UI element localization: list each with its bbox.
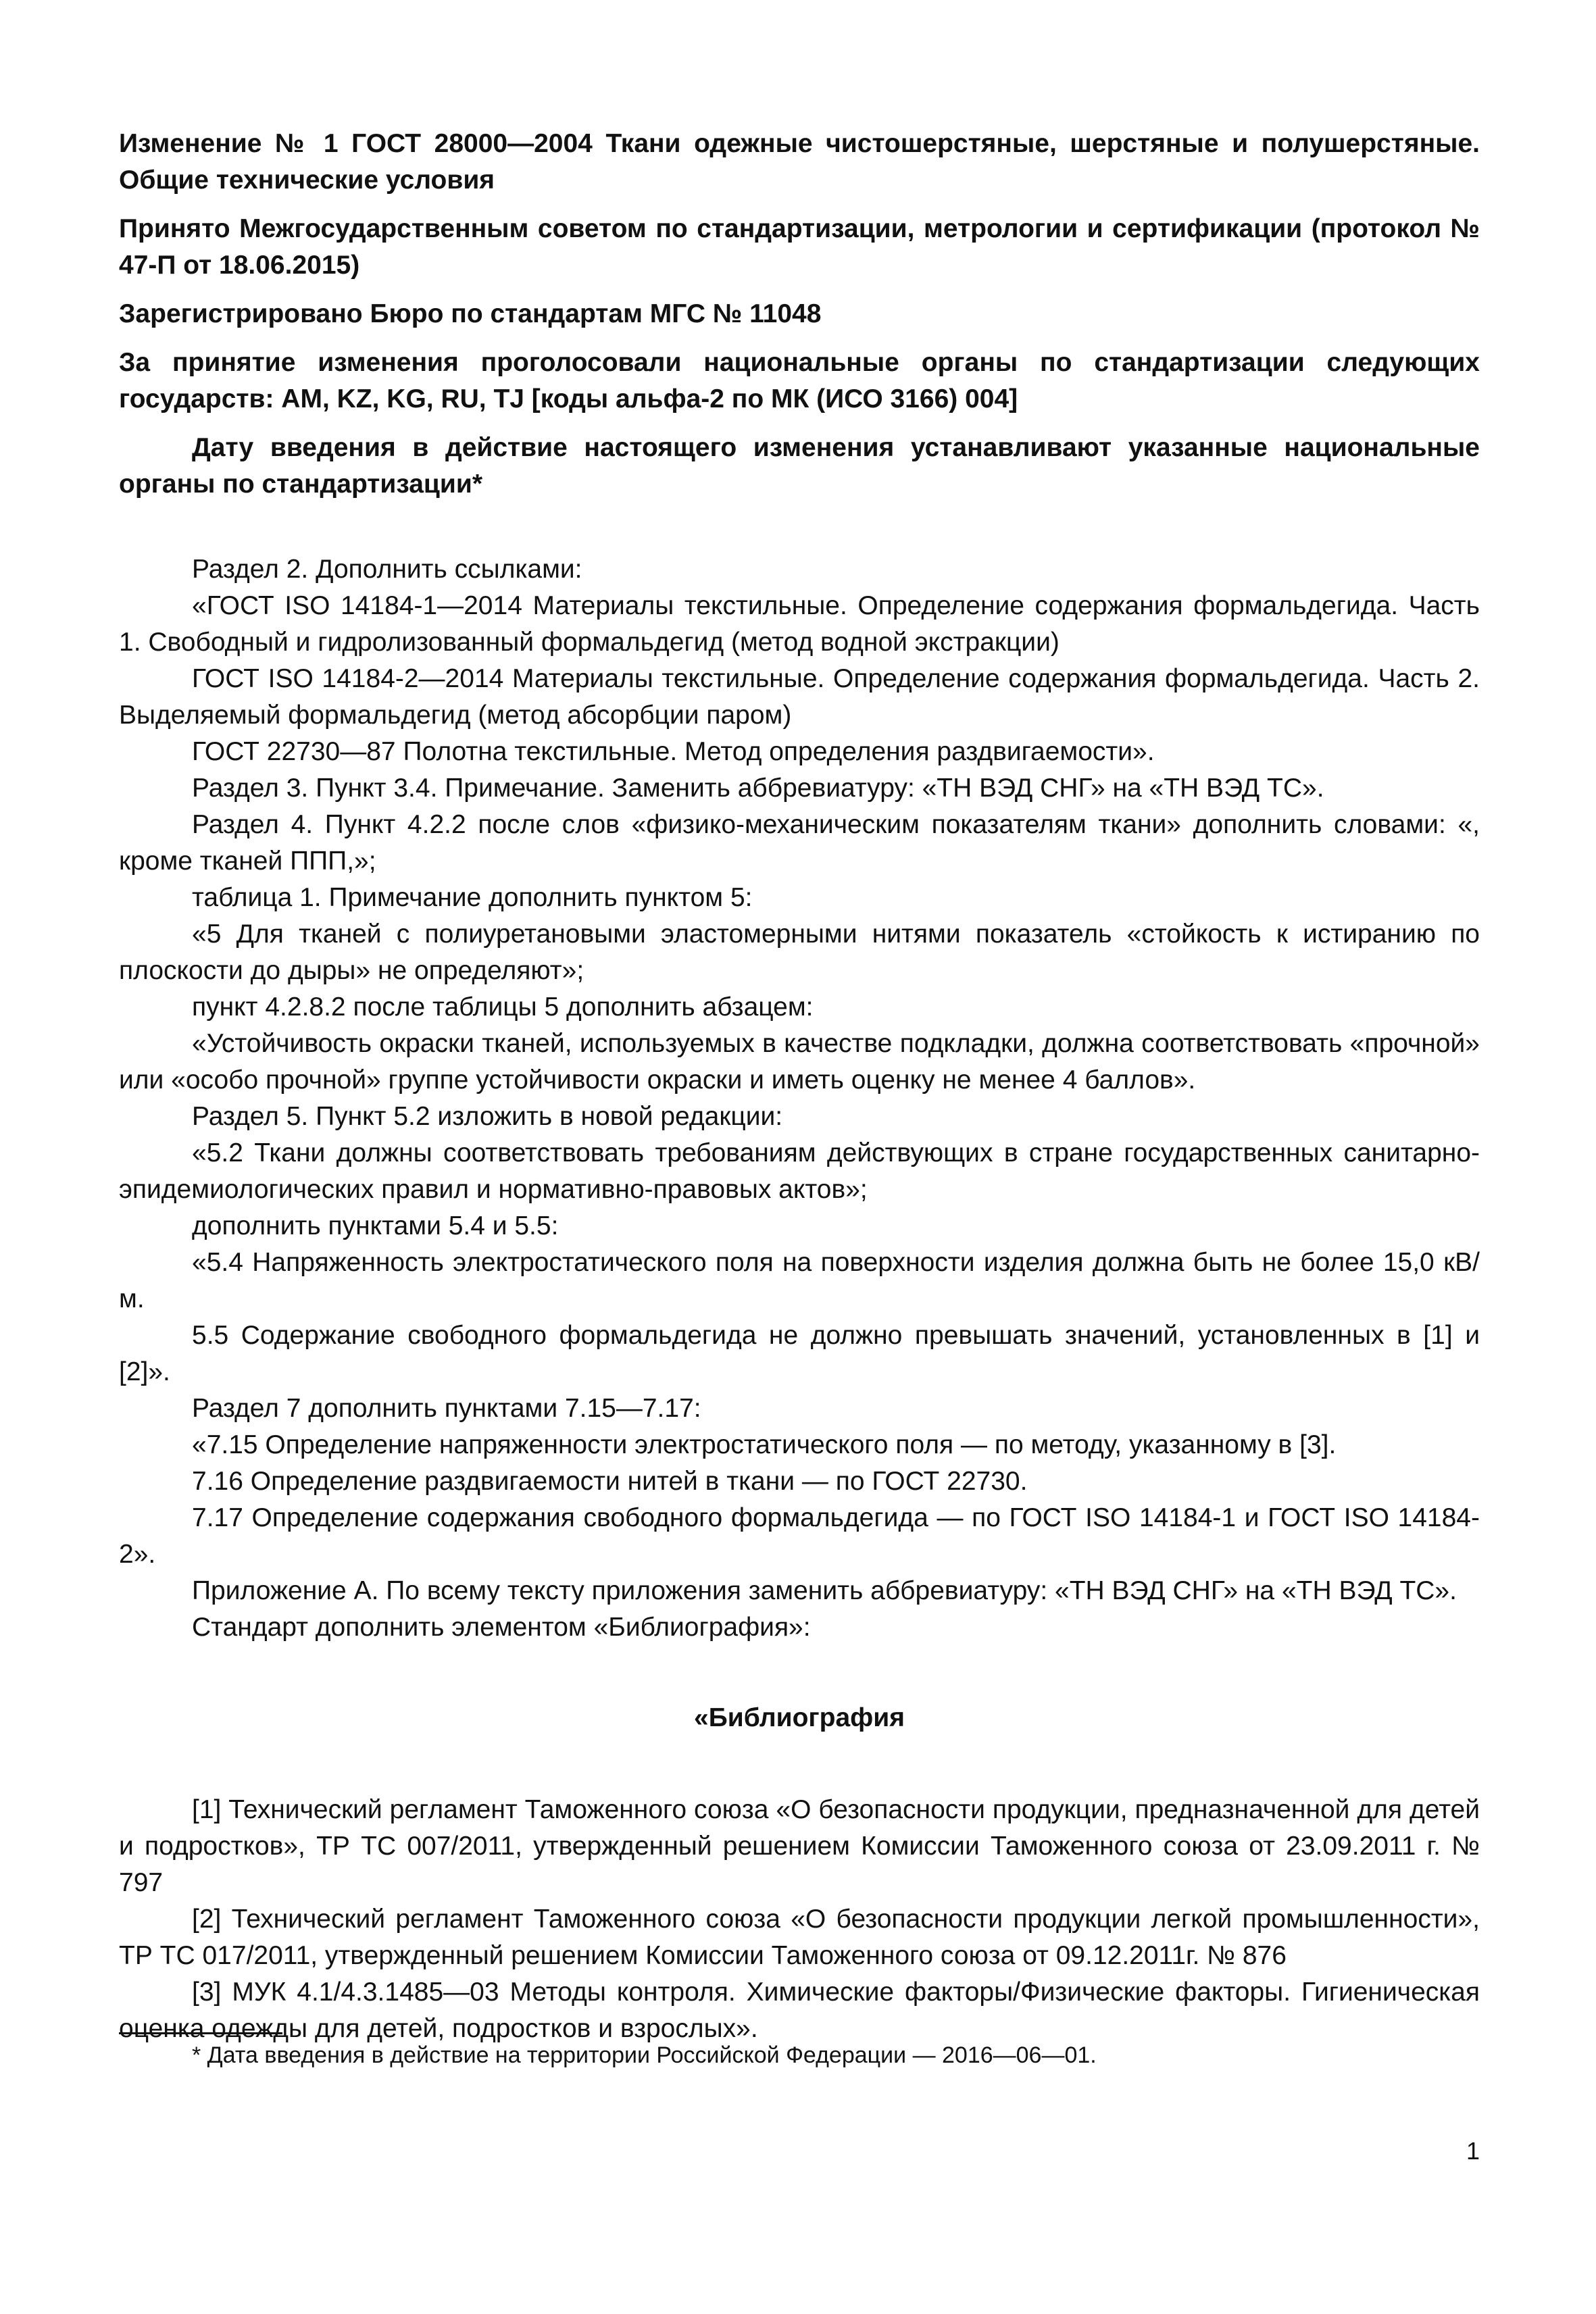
- bibliography-title: «Библиография: [694, 1703, 905, 1732]
- body-paragraph: Стандарт дополнить элементом «Библиография»:: [192, 1613, 811, 1642]
- body-paragraph: Раздел 4. Пункт 4.2.2 после слов «физико-механическим показателям ткани» дополнить словами: «, кроме тканей ППП,»;: [119, 810, 1480, 876]
- body-paragraph: дополнить пунктами 5.4 и 5.5:: [192, 1211, 559, 1240]
- body-paragraph: Раздел 7 дополнить пунктами 7.15—7.17:: [192, 1394, 701, 1423]
- body-paragraph: Раздел 2. Дополнить ссылками:: [192, 555, 582, 584]
- body-paragraph: ГОСТ 22730—87 Полотна текстильные. Метод определения раздвигаемости».: [192, 737, 1155, 766]
- body-paragraph: «5.2 Ткани должны соответствовать требованиям действующих в стране государственных санитарно-эпидемиологических правил и нормативно-правовых актов»;: [119, 1138, 1480, 1204]
- amendment-body: [119, 551, 1480, 1646]
- adoption-statement: Принято Межгосударственным советом по стандартизации, метрологии и сертификации (протокол № 47-П от 18.06.2015): [119, 214, 1480, 280]
- document-content: [119, 126, 1480, 2047]
- body-paragraph: «5 Для тканей с полиуретановыми эластомерными нитями показатель «стойкость к истиранию по плоскости до дыры» не определяют»;: [119, 920, 1480, 985]
- footnote: * Дата введения в действие на территории Российской Федерации — 2016—06—01.: [192, 2042, 1097, 2068]
- effective-date-note: Дату введения в действие настоящего изменения устанавливают указанные национальные органы по стандартизации*: [119, 433, 1480, 499]
- body-paragraph: Раздел 3. Пункт 3.4. Примечание. Заменить аббревиатуру: «ТН ВЭД СНГ» на «ТН ВЭД ТС».: [192, 774, 1324, 803]
- body-paragraph: 7.17 Определение содержания свободного формальдегида — по ГОСТ ISO 14184-1 и ГОСТ ISO 14184-2».: [119, 1503, 1480, 1569]
- page-number: 1: [1466, 2137, 1480, 2165]
- body-paragraph: Приложение А. По всему тексту приложения заменить аббревиатуру: «ТН ВЭД СНГ» на «ТН ВЭД ТС».: [192, 1576, 1457, 1605]
- body-paragraph: 7.16 Определение раздвигаемости нитей в ткани — по ГОСТ 22730.: [192, 1467, 1028, 1496]
- body-paragraph: «5.4 Напряженность электростатического поля на поверхности изделия должна быть не более 15,0 кВ/м.: [119, 1248, 1480, 1313]
- body-paragraph: Раздел 5. Пункт 5.2 изложить в новой редакции:: [192, 1102, 783, 1131]
- bibliography-item: [1] Технический регламент Таможенного союза «О безопасности продукции, предназначенной для детей и подростков», ТР ТС 007/2011, утвержденный решением Комиссии Таможенного союза от 23.09.2011 г. № 797: [119, 1795, 1480, 1897]
- footnote-divider: [119, 2032, 282, 2034]
- body-paragraph: ГОСТ ISO 14184-2—2014 Материалы текстильные. Определение содержания формальдегида. Часть 2. Выделяемый формальдегид (метод абсорбции паром): [119, 664, 1480, 730]
- body-paragraph: «7.15 Определение напряженности электростатического поля — по методу, указанному в [3].: [192, 1430, 1337, 1459]
- bibliography-item: [2] Технический регламент Таможенного союза «О безопасности продукции легкой промышленности», ТР ТС 017/2011, утвержденный решением Комиссии Таможенного союза от 09.12.2011г. № 876: [119, 1905, 1480, 1970]
- body-paragraph: «Устойчивость окраски тканей, используемых в качестве подкладки, должна соответствовать «прочной» или «особо прочной» группе устойчивости окраски и иметь оценку не менее 4 баллов».: [119, 1029, 1480, 1095]
- voting-statement: За принятие изменения проголосовали национальные органы по стандартизации следующих государств: AM, KZ, KG, RU, TJ [коды альфа-2 по МК (ИСО 3166) 004]: [119, 348, 1480, 413]
- registration-statement: Зарегистрировано Бюро по стандартам МГС № 11048: [119, 299, 822, 328]
- bibliography-list: [119, 1792, 1480, 2047]
- body-paragraph: 5.5 Содержание свободного формальдегида не должно превышать значений, установленных в [1] и [2]».: [119, 1321, 1480, 1386]
- bibliography-item: [3] МУК 4.1/4.3.1485—03 Методы контроля. Химические факторы/Физические факторы. Гигиеническая оценка одежды для детей, подростков и взрослых».: [119, 1978, 1480, 2043]
- body-paragraph: таблица 1. Примечание дополнить пунктом 5:: [192, 883, 753, 912]
- body-paragraph: пункт 4.2.8.2 после таблицы 5 дополнить абзацем:: [192, 992, 814, 1022]
- body-paragraph: «ГОСТ ISO 14184-1—2014 Материалы текстильные. Определение содержания формальдегида. Часть 1. Свободный и гидролизованный формальдегид (метод водной экстракции): [119, 591, 1480, 657]
- amendment-title: Изменение № 1 ГОСТ 28000—2004 Ткани одежные чистошерстяные, шерстяные и полушерстяные. Общие технические условия: [119, 129, 1480, 195]
